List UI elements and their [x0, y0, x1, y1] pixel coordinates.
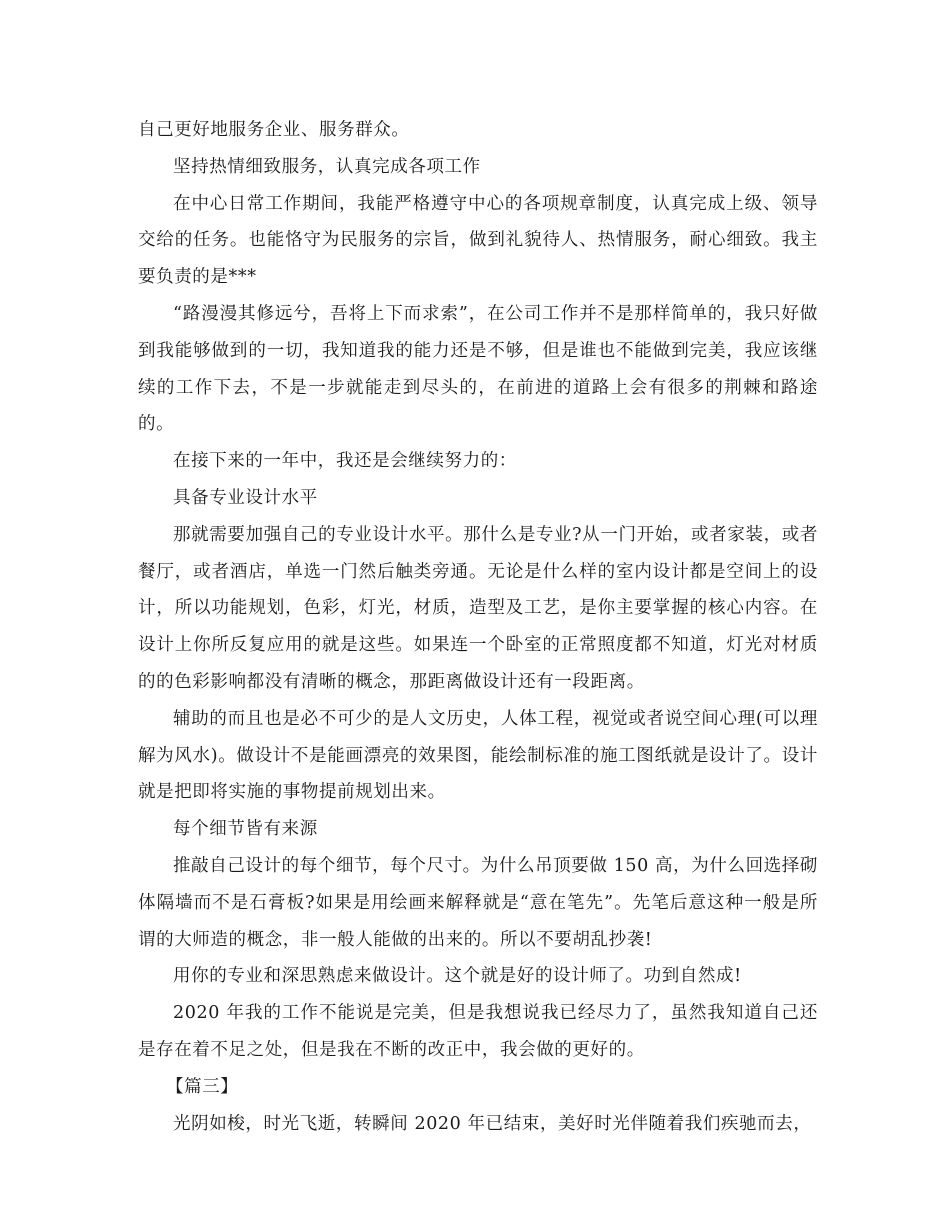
paragraph: 辅助的而且也是必不可少的是人文历史，人体工程，视觉或者说空间心理(可以理解为风水)。做设计不是能画漂亮的效果图，能绘制标准的施工图纸就是设计了。设计就是把即将实施的事物提前规划出来。 — [138, 708, 818, 803]
section-heading: 具备专业设计水平 — [173, 487, 318, 508]
document-body — [138, 112, 818, 1142]
paragraph: 在中心日常工作期间，我能严格遵守中心的各项规章制度，认真完成上级、领导交给的任务。也能恪守为民服务的宗旨，做到礼貌待人、热情服务，耐心细致。我主要负责的是*** — [138, 193, 818, 288]
paragraph: 在接下来的一年中，我还是会继续努力的： — [173, 451, 517, 472]
chapter-tag: 【篇三】 — [166, 1076, 239, 1097]
paragraph: 用你的专业和深思熟虑来做设计。这个就是好的设计师了。功到自然成! — [173, 966, 742, 987]
paragraph: 推敲自己设计的每个细节，每个尺寸。为什么吊顶要做 150 高，为什么回选择砌体隔墙而不是石膏板?如果是用绘画来解释就是“意在笔先”。先笔后意这种一般是所谓的大师造的概念，非一般人能做的出来的。所以不要胡乱抄袭! — [138, 855, 818, 950]
paragraph: 光阴如梭，时光飞逝，转瞬间 2020 年已结束，美好时光伴随着我们疾驰而去， — [173, 1113, 812, 1134]
section-heading: 每个细节皆有来源 — [173, 819, 318, 840]
section-heading: 坚持热情细致服务，认真完成各项工作 — [173, 156, 481, 177]
paragraph: 那就需要加强自己的专业设计水平。那什么是专业?从一门开始，或者家装，或者餐厅，或者酒店，单选一门然后触类旁通。无论是什么样的室内设计都是空间上的设计，所以功能规划，色彩，灯光，材质，造型及工艺，是你主要掌握的核心内容。在设计上你所反复应用的就是这些。如果连一个卧室的正常照度都不知道，灯光对材质的的色彩影响都没有清晰的概念，那距离做设计还有一段距离。 — [138, 524, 818, 692]
paragraph: “路漫漫其修远兮，吾将上下而求索”，在公司工作并不是那样简单的，我只好做到我能够做到的一切，我知道我的能力还是不够，但是谁也不能做到完美，我应该继续的工作下去，不是一步就能走到尽头的，在前进的道路上会有很多的荆棘和路途的。 — [138, 303, 818, 435]
paragraph: 自己更好地服务企业、服务群众。 — [138, 120, 410, 140]
paragraph: 2020 年我的工作不能说是完美，但是我想说我已经尽力了，虽然我知道自己还是存在着不足之处，但是我在不断的改正中，我会做的更好的。 — [138, 1003, 818, 1060]
